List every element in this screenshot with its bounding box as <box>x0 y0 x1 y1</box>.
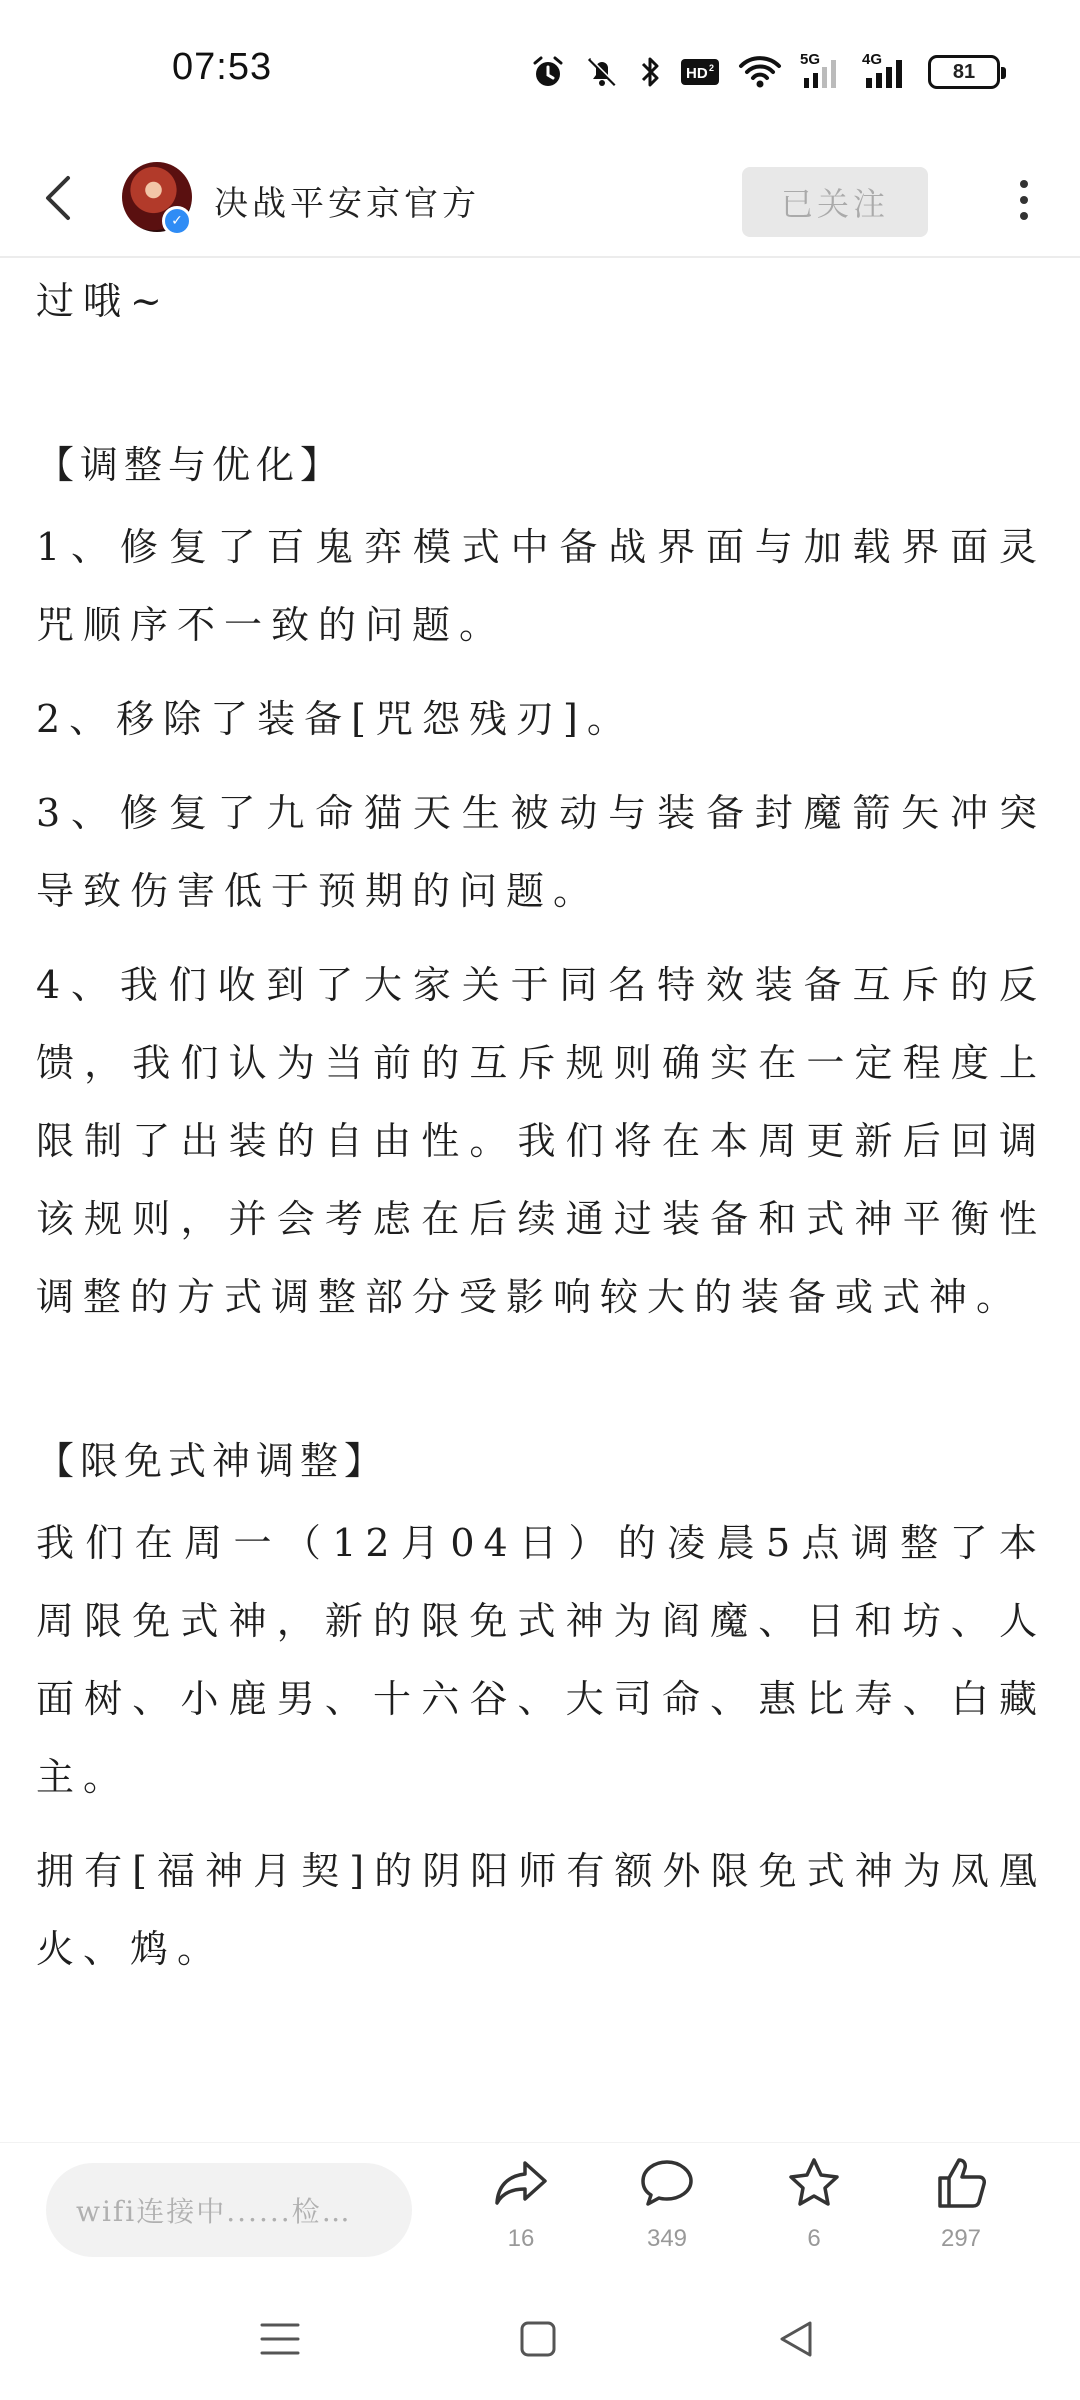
article-paragraph: 1、修复了百鬼弈模式中备战界面与加载界面灵咒顺序不一致的问题。 <box>36 525 1046 647</box>
menu-icon <box>260 2321 300 2357</box>
status-bar <box>0 0 1080 140</box>
home-square-icon <box>518 2319 558 2359</box>
signal-4g-icon <box>862 52 910 92</box>
action-bar <box>0 2142 1080 2272</box>
article-body <box>36 262 1046 2142</box>
article-text: 过哦~ <box>36 279 171 323</box>
battery-icon: 81 <box>928 55 1000 89</box>
post-header <box>0 140 1080 258</box>
like-count: 297 <box>940 2225 982 2252</box>
mute-icon <box>584 52 620 92</box>
article-paragraph: 拥有[福神月契]的阴阳师有额外限免式神为凤凰火、鸩。 <box>36 1849 1046 1971</box>
home-nav-button[interactable] <box>508 2314 568 2364</box>
favorite-button[interactable] <box>759 2153 869 2269</box>
hd-icon <box>680 52 720 92</box>
back-arrow-icon <box>40 174 80 222</box>
like-button[interactable] <box>906 2153 1016 2269</box>
comment-button[interactable] <box>612 2153 722 2269</box>
bluetooth-icon <box>638 52 662 92</box>
share-count: 16 <box>507 2225 535 2252</box>
status-icons <box>530 50 1000 94</box>
back-triangle-icon <box>776 2319 816 2359</box>
article-paragraph: 4、我们收到了大家关于同名特效装备互斥的反馈，我们认为当前的互斥规则确实在一定程度上限制了出装的自由性。我们将在本周更新后回调该规则，并会考虑在后续通过装备和式神平衡性调整的方式调整部分受影响较大的装备或式神。 <box>36 963 1046 1319</box>
svg-text:2: 2 <box>709 63 715 73</box>
star-icon <box>784 2153 844 2213</box>
svg-text:HD: HD <box>686 65 708 82</box>
network-label-4g: 4G <box>862 51 883 68</box>
network-label-5g: 5G <box>800 51 821 68</box>
alarm-icon <box>530 52 566 92</box>
comment-input[interactable]: wifi连接中......检… <box>46 2163 412 2257</box>
section-title: 【限免式神调整】 <box>36 1439 389 1483</box>
signal-5g-icon <box>800 52 844 92</box>
share-button[interactable] <box>466 2153 576 2269</box>
share-icon <box>491 2153 551 2213</box>
wifi-icon <box>738 52 782 92</box>
more-options-icon[interactable] <box>1004 170 1044 230</box>
article-paragraph: 3、修复了九命猫天生被动与装备封魔箭矢冲突导致伤害低于预期的问题。 <box>36 791 1046 913</box>
article-paragraph: 我们在周一（12月04日）的凌晨5点调整了本周限免式神，新的限免式神为阎魔、日和坊、人面树、小鹿男、十六谷、大司命、惠比寿、白藏主。 <box>36 1521 1046 1799</box>
status-time: 07:53 <box>172 46 273 88</box>
article-paragraph: 2、移除了装备[咒怨残刃]。 <box>36 697 634 741</box>
comment-icon <box>637 2153 697 2213</box>
back-button[interactable] <box>30 168 90 228</box>
follow-button[interactable]: 已关注 <box>742 167 928 237</box>
verified-badge-icon: ✓ <box>162 206 192 236</box>
thumbs-up-icon <box>931 2153 991 2213</box>
menu-nav-button[interactable] <box>250 2314 310 2364</box>
account-name[interactable]: 决战平安京官方 <box>214 184 480 224</box>
section-title: 【调整与优化】 <box>36 443 345 487</box>
comment-count: 349 <box>646 2225 688 2252</box>
favorite-count: 6 <box>807 2225 821 2252</box>
system-nav-bar <box>0 2272 1080 2400</box>
back-nav-button[interactable] <box>766 2314 826 2364</box>
